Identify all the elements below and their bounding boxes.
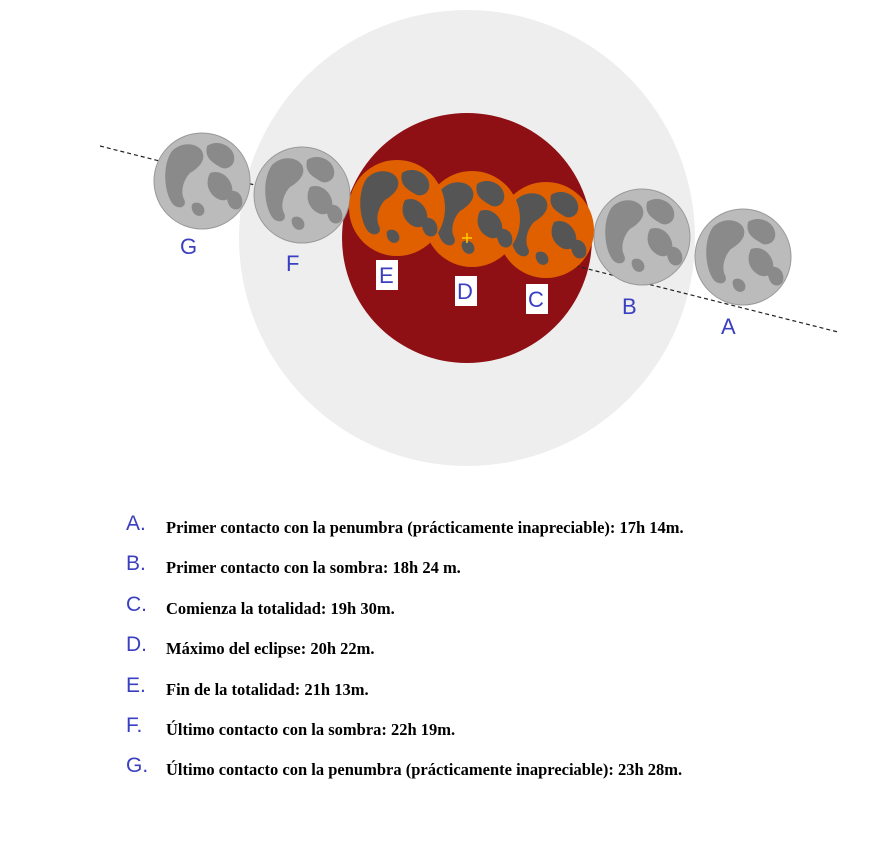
stage-label-a: A xyxy=(721,314,736,339)
stage-label-d: D xyxy=(457,279,473,304)
legend-text: Comienza la totalidad: 19h 30m. xyxy=(166,598,395,618)
moon-e xyxy=(349,160,445,256)
legend-text: Fin de la totalidad: 21h 13m. xyxy=(166,679,369,699)
stage-label-g: G xyxy=(180,234,198,259)
legend-letter: B. xyxy=(126,552,146,576)
moon-a xyxy=(695,209,791,305)
legend-letter: C. xyxy=(126,592,147,616)
legend-text: Máximo del eclipse: 20h 22m. xyxy=(166,639,375,659)
moon-g xyxy=(154,133,250,229)
legend-letter: G. xyxy=(126,754,149,778)
legend-letter: D. xyxy=(126,633,147,657)
legend-letter: E. xyxy=(126,673,146,697)
legend-letter: F. xyxy=(126,713,143,737)
stage-label-f: F xyxy=(286,251,300,276)
legend-text: Último contacto con la penumbra (prácticamente inapreciable): 23h 28m. xyxy=(166,760,683,780)
stage-label-c: C xyxy=(528,287,544,312)
moon-f xyxy=(254,147,350,243)
legend-text: Primer contacto con la penumbra (prácticamente inapreciable): 17h 14m. xyxy=(166,518,684,537)
legend-text: Primer contacto con la sombra: 18h 24 m. xyxy=(166,558,461,578)
stage-label-b: B xyxy=(622,294,637,319)
stage-label-e: E xyxy=(379,263,394,288)
legend-text: Último contacto con la sombra: 22h 19m. xyxy=(166,719,456,739)
moon-b xyxy=(594,189,690,285)
legend-letter: A. xyxy=(126,512,146,535)
